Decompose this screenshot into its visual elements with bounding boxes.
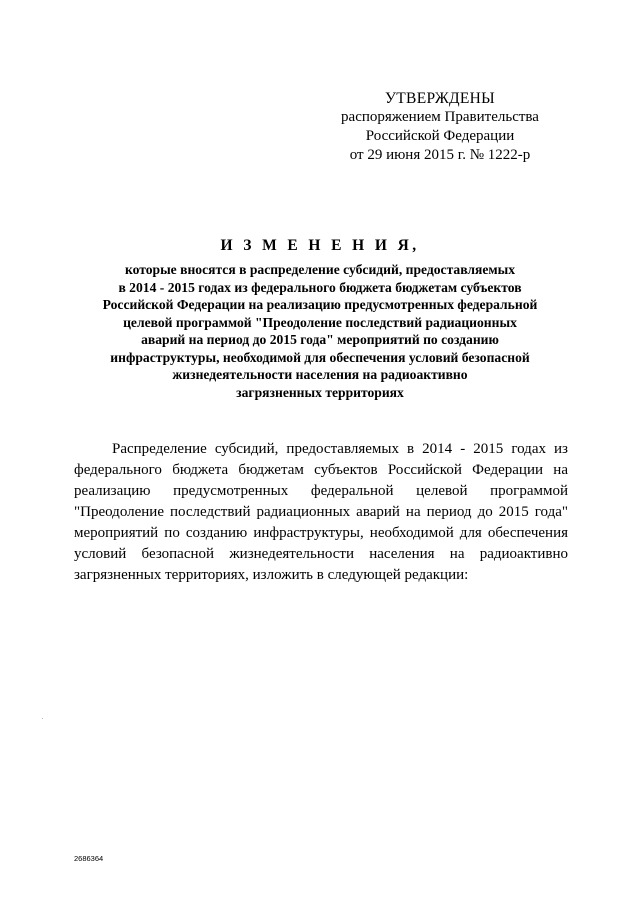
- scan-speck: [42, 718, 43, 719]
- document-subtitle: [70, 261, 570, 401]
- subtitle-line: загрязненных территориях: [236, 384, 404, 400]
- subtitle-line: в 2014 - 2015 годах из федерального бюджета бюджетам субъектов: [118, 279, 522, 295]
- body-line: условий безопасной жизнедеятельности населения на радиоактивно: [74, 546, 568, 562]
- subtitle-line: целевой программой "Преодоление последствий радиационных: [123, 314, 517, 330]
- body-line: федерального бюджета бюджетам субъектов Российской Федерации на: [74, 462, 568, 478]
- subtitle-line: аварий на период до 2015 года" мероприятий по созданию: [141, 332, 499, 347]
- body-paragraph: [74, 439, 568, 586]
- approval-label: УТВЕРЖДЕНЫ: [385, 90, 495, 107]
- body-line: реализацию предусмотренных федеральной целевой программой: [74, 483, 568, 499]
- body-line: загрязненных территориях, изложить в следующей редакции:: [74, 567, 469, 583]
- approval-block: [330, 89, 550, 165]
- approval-line-1: распоряжением Правительства: [341, 109, 539, 125]
- document-heading: И З М Е Н Е Н И Я,: [220, 237, 420, 254]
- body-line: "Преодоление последствий радиационных аварий на период до 2015 года": [74, 504, 568, 520]
- approval-line-2: Российской Федерации: [365, 128, 515, 144]
- subtitle-line: инфраструктуры, необходимой для обеспечения условий безопасной: [110, 349, 530, 365]
- body-line: мероприятий по созданию инфраструктуры, необходимой для обеспечения: [74, 525, 568, 541]
- body-line: Распределение субсидий, предоставляемых в 2014 - 2015 годах из: [112, 441, 568, 457]
- title-block: [70, 237, 570, 401]
- subtitle-line: которые вносятся в распределение субсидий, предоставляемых: [124, 262, 516, 277]
- approval-line-3: от 29 июня 2015 г. № 1222-р: [349, 147, 531, 163]
- subtitle-line: Российской Федерации на реализацию предусмотренных федеральной: [102, 297, 538, 312]
- document-number: 2686364: [74, 854, 104, 863]
- subtitle-line: жизнедеятельности населения на радиоактивно: [172, 367, 468, 382]
